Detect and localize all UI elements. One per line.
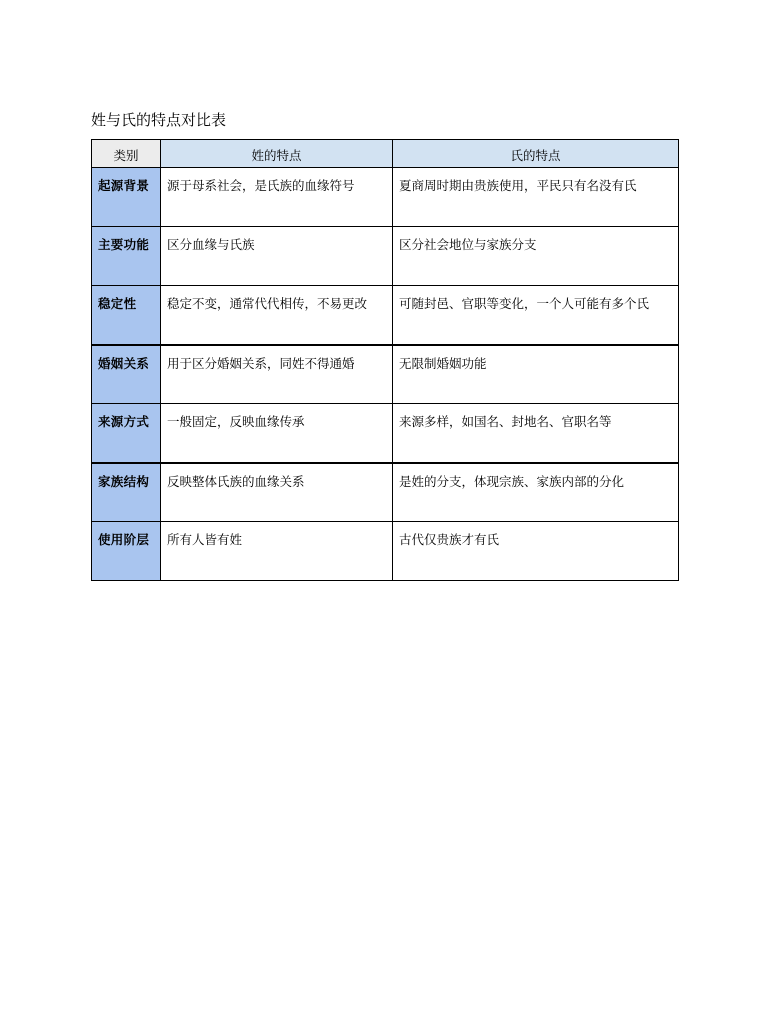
row-category: 起源背景 (92, 168, 161, 227)
table-row (92, 522, 679, 581)
table-row (92, 345, 679, 404)
shi-cell: 来源多样，如国名、封地名、官职名等 (393, 404, 679, 463)
table-row (92, 168, 679, 227)
table-row (92, 463, 679, 522)
shi-cell: 可随封邑、官职等变化，一个人可能有多个氏 (393, 286, 679, 345)
row-category: 主要功能 (92, 227, 161, 286)
row-category: 婚姻关系 (92, 345, 161, 404)
shi-cell: 无限制婚姻功能 (393, 345, 679, 404)
row-category: 来源方式 (92, 404, 161, 463)
row-category: 稳定性 (92, 286, 161, 345)
row-category: 使用阶层 (92, 522, 161, 581)
table-row (92, 404, 679, 463)
header-shi-features: 氏的特点 (393, 140, 679, 168)
xing-cell: 反映整体氏族的血缘关系 (161, 463, 393, 522)
row-category: 家族结构 (92, 463, 161, 522)
table-row (92, 227, 679, 286)
xing-cell: 稳定不变，通常代代相传，不易更改 (161, 286, 393, 345)
shi-cell: 是姓的分支，体现宗族、家族内部的分化 (393, 463, 679, 522)
table-header-row (92, 140, 679, 168)
xing-cell: 所有人皆有姓 (161, 522, 393, 581)
shi-cell: 古代仅贵族才有氏 (393, 522, 679, 581)
xing-cell: 区分血缘与氏族 (161, 227, 393, 286)
table-row (92, 286, 679, 345)
document-title: 姓与氏的特点对比表 (91, 111, 227, 129)
shi-cell: 区分社会地位与家族分支 (393, 227, 679, 286)
xing-cell: 一般固定，反映血缘传承 (161, 404, 393, 463)
xing-cell: 用于区分婚姻关系，同姓不得通婚 (161, 345, 393, 404)
xing-cell: 源于母系社会，是氏族的血缘符号 (161, 168, 393, 227)
header-category: 类别 (92, 140, 161, 168)
comparison-table (91, 139, 679, 581)
shi-cell: 夏商周时期由贵族使用，平民只有名没有氏 (393, 168, 679, 227)
header-xing-features: 姓的特点 (161, 140, 393, 168)
